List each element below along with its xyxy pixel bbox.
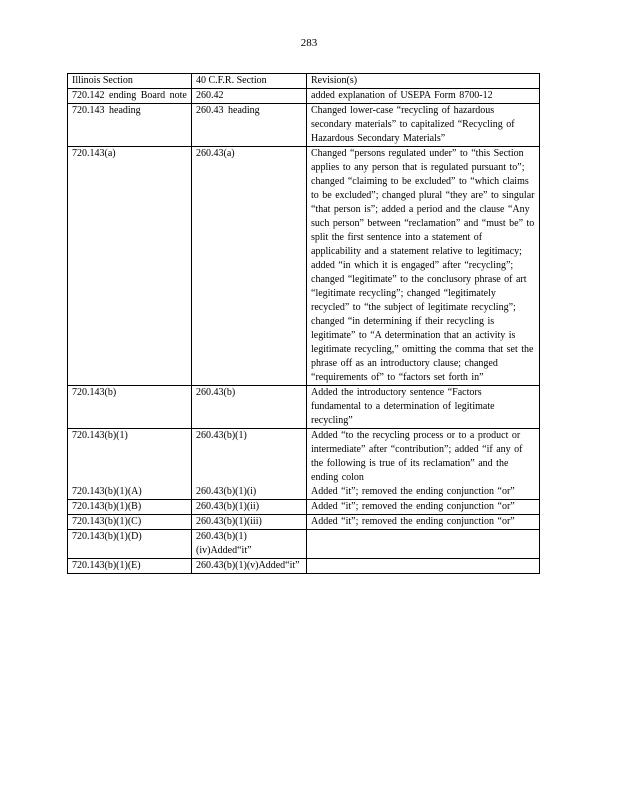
revision-line: Added “it”; removed the ending conjunction “or”	[311, 486, 515, 497]
cfr-section-line: 260.43(b)(1)	[196, 430, 247, 441]
cfr-section-cell: 260.43 heading	[192, 104, 307, 147]
cfr-section-cell	[192, 429, 307, 500]
illinois-section-cell: 720.143(b)(1)(E)	[68, 559, 192, 574]
illinois-section-cell: 720.143(b)(1)(C)	[68, 515, 192, 530]
page-number: 283	[300, 37, 318, 49]
revision-cell: Changed “persons regulated under” to “this Section applies to any person that is regulated pursuant to”; changed “claiming to be excluded” to “which claims to be excluded”; changed plural “they are” to singular “that person is”; added a period and the clause “Any such person” between “reclamation” and “must be” to split the first sentence into a statement of applicability and a statement relative to legitimacy; added “in which it is engaged” after “recycling”; changed “legitimate” to the conclusory phrase of art “legitimate recycling”; changed “legitimately recycled” to “the subject of legitimate recycling”; changed “in determining if their recycling is legitimate” to “A determination that an activity is legitimate recycling,” omitting the comma that set the phrase off as an introductory clause; changed “requirements of” to “factors set forth in”	[307, 147, 540, 386]
illinois-section-cell: 720.143(b)(1)(D)	[68, 530, 192, 559]
spacer	[196, 443, 302, 485]
table-row	[68, 147, 540, 386]
table-row	[68, 429, 540, 500]
table-row	[68, 530, 540, 559]
table-row	[68, 559, 540, 574]
revision-cell: Added “it”; removed the ending conjunction “or”	[307, 500, 540, 515]
illinois-section-cell	[68, 429, 192, 500]
revision-cell	[307, 429, 540, 500]
illinois-section-cell: 720.142 ending Board note	[68, 89, 192, 104]
revision-cell: Added “it”; removed the ending conjunction “or”	[307, 515, 540, 530]
cfr-section-cell: 260.43(a)	[192, 147, 307, 386]
spacer	[72, 443, 187, 485]
table-header-row	[68, 74, 540, 89]
revision-cell	[307, 530, 540, 559]
cfr-section-cell: 260.42	[192, 89, 307, 104]
cfr-section-cell: 260.43(b)	[192, 386, 307, 429]
header-illinois-section: Illinois Section	[68, 74, 192, 89]
header-revisions: Revision(s)	[307, 74, 540, 89]
cfr-section-cell: 260.43(b)(1)(ii)	[192, 500, 307, 515]
table-row	[68, 104, 540, 147]
illinois-section-cell: 720.143(b)	[68, 386, 192, 429]
revision-cell: Changed lower-case “recycling of hazardous secondary materials” to capitalized “Recycling of Hazardous Secondary Materials”	[307, 104, 540, 147]
illinois-section-cell: 720.143(b)(1)(B)	[68, 500, 192, 515]
table-row	[68, 89, 540, 104]
header-cfr-section: 40 C.F.R. Section	[192, 74, 307, 89]
cfr-section-cell: 260.43(b)(1)(iv)Added“it”	[192, 530, 307, 559]
table-row	[68, 500, 540, 515]
cfr-section-cell: 260.43(b)(1)(iii)	[192, 515, 307, 530]
revision-table	[67, 73, 540, 574]
illinois-section-line: 720.143(b)(1)(A)	[72, 486, 142, 497]
table-row	[68, 515, 540, 530]
revision-cell	[307, 559, 540, 574]
revision-cell: added explanation of USEPA Form 8700-12	[307, 89, 540, 104]
illinois-section-cell: 720.143 heading	[68, 104, 192, 147]
revision-cell: Added the introductory sentence “Factors fundamental to a determination of legitimate recycling”	[307, 386, 540, 429]
revision-line: Added “to the recycling process or to a product or intermediate” after “contribution”; added “if any of the following is true of its reclamation” and the ending colon	[311, 430, 523, 483]
table-row	[68, 386, 540, 429]
cfr-section-cell: 260.43(b)(1)(v)Added“it”	[192, 559, 307, 574]
illinois-section-line: 720.143(b)(1)	[72, 430, 128, 441]
cfr-section-line: 260.43(b)(1)(i)	[196, 486, 257, 497]
illinois-section-cell: 720.143(a)	[68, 147, 192, 386]
